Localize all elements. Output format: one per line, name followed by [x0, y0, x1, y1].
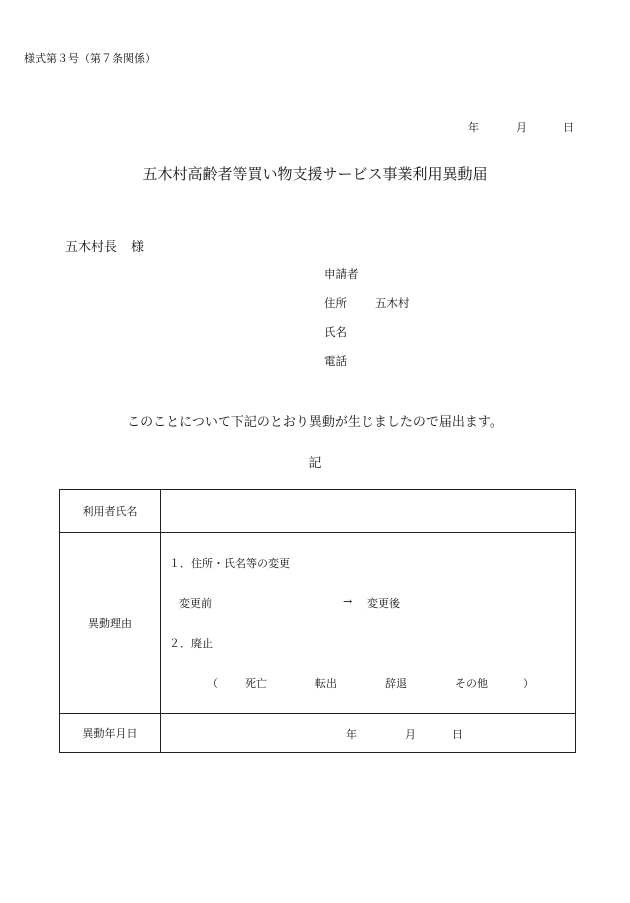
change-date-year: 年: [346, 728, 357, 741]
change-date-day: 日: [452, 728, 463, 741]
address-value: 五木村: [375, 296, 410, 310]
applicant-phone-label: 電話: [324, 354, 347, 368]
table-row: [60, 490, 576, 533]
reason-item-abolish: ２．廃止: [169, 637, 213, 650]
reason-field[interactable]: [161, 533, 576, 714]
date-day-label: 日: [563, 121, 574, 134]
form-number: 様式第３号（第７条関係）: [24, 52, 156, 65]
change-date-label: 異動年月日: [60, 714, 161, 753]
open-paren: （: [207, 677, 218, 690]
addressee: [65, 236, 144, 255]
option-resign[interactable]: 辞退: [385, 677, 407, 690]
option-moveout[interactable]: 転出: [315, 677, 337, 690]
reason-change-detail: [179, 595, 400, 611]
document-title: 五木村高齢者等買い物支援サービス事業利用異動届: [142, 165, 488, 183]
table-row: [60, 714, 576, 753]
applicant-header: 申請者: [324, 267, 359, 281]
applicant-name-label: 氏名: [324, 325, 347, 339]
date-year-label: 年: [468, 121, 479, 134]
ki-heading: 記: [308, 456, 322, 471]
date-month-label: 月: [516, 121, 527, 134]
option-death[interactable]: 死亡: [245, 677, 267, 690]
arrow-icon: →: [343, 595, 353, 608]
reason-label: 異動理由: [60, 533, 161, 714]
reason-item-change: １．住所・氏名等の変更: [169, 557, 290, 570]
change-date-month: 月: [405, 728, 416, 741]
user-name-field[interactable]: [161, 490, 576, 533]
addressee-honorific: 様: [131, 240, 145, 255]
applicant-address: [324, 295, 410, 311]
option-other[interactable]: その他: [455, 677, 488, 690]
address-label: 住所: [324, 296, 347, 310]
close-paren: ）: [523, 677, 534, 690]
intro-text: このことについて下記のとおり異動が生じましたので届出ます。: [127, 415, 503, 430]
addressee-name: 五木村長: [65, 240, 118, 255]
change-date-field[interactable]: [161, 714, 576, 753]
after-label: 変更後: [367, 597, 400, 610]
before-label: 変更前: [179, 597, 212, 610]
table-row: [60, 533, 576, 714]
change-report-table: [59, 489, 576, 753]
user-name-label: 利用者氏名: [60, 490, 161, 533]
